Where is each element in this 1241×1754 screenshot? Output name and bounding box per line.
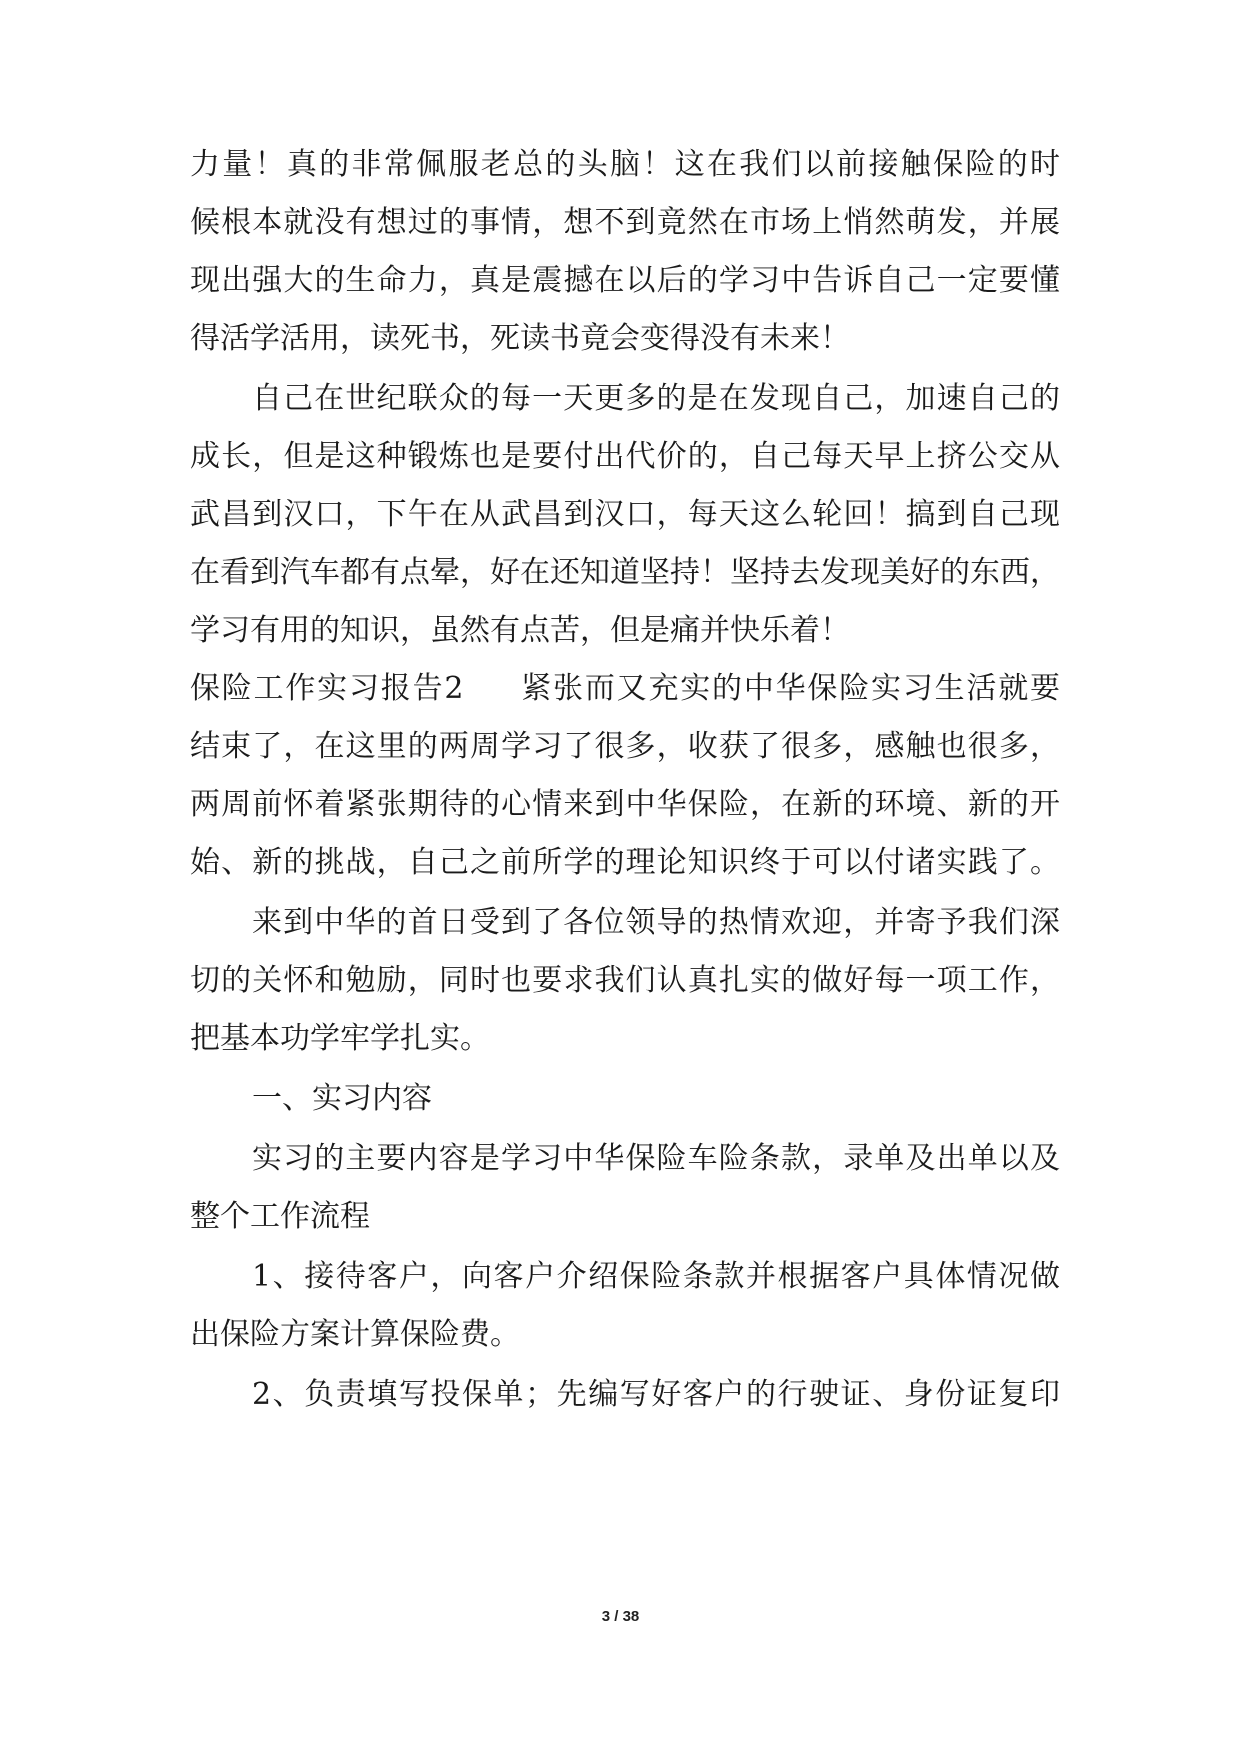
paragraph-line: 来到中华的首日受到了各位领导的热情欢迎，并寄予我们深 [252,905,1060,940]
paragraph-line: 结束了，在这里的两周学习了很多，收获了很多，感触也很多， [190,729,1060,764]
paragraph-line: 始、新的挑战，自己之前所学的理论知识终于可以付诸实践了。 [190,845,1060,880]
report-title: 保险工作实习报告2 [190,671,464,706]
paragraph-line: 两周前怀着紧张期待的心情来到中华保险，在新的环境、新的开 [190,787,1060,822]
paragraph-line: 切的关怀和勉励，同时也要求我们认真扎实的做好每一项工作， [190,963,1060,998]
list-item-line: 出保险方案计算保险费。 [190,1317,520,1352]
paragraph-line: 候根本就没有想过的事情，想不到竟然在市场上悄然萌发，并展 [190,205,1060,240]
paragraph-line: 自己在世纪联众的每一天更多的是在发现自己，加速自己的 [252,381,1060,416]
section-heading-line [190,656,1060,722]
section-heading: 一、实习内容 [252,1081,432,1116]
list-item-line: 2、负责填写投保单；先编写好客户的行驶证、身份证复印 [252,1377,1060,1412]
paragraph-start: 紧张而又充实的中华保险实习生活就要 [519,671,1061,706]
paragraph-line: 在看到汽车都有点晕，好在还知道坚持！坚持去发现美好的东西， [190,555,1060,590]
paragraph-line: 学习有用的知识，虽然有点苦，但是痛并快乐着！ [190,613,850,648]
paragraph-line: 力量！真的非常佩服老总的头脑！这在我们以前接触保险的时 [190,147,1060,182]
paragraph-line: 现出强大的生命力，真是震撼在以后的学习中告诉自己一定要懂 [190,263,1060,298]
paragraph-line: 实习的主要内容是学习中华保险车险条款，录单及出单以及 [252,1141,1060,1176]
paragraph-line: 把基本功学牢学扎实。 [190,1021,490,1056]
paragraph-line: 得活学活用，读死书，死读书竟会变得没有未来！ [190,321,850,356]
paragraph-line: 整个工作流程 [190,1199,370,1234]
page-number: 3 / 38 [601,1608,640,1625]
paragraph-line: 武昌到汉口，下午在从武昌到汉口，每天这么轮回！搞到自己现 [190,497,1060,532]
list-item-line: 1、接待客户，向客户介绍保险条款并根据客户具体情况做 [252,1259,1060,1294]
paragraph-line: 成长，但是这种锻炼也是要付出代价的，自己每天早上挤公交从 [190,439,1060,474]
